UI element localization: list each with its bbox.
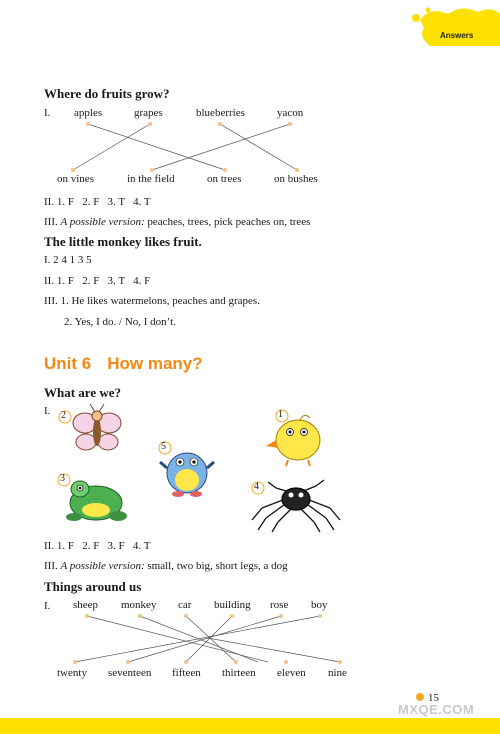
watermark: MXQE.COM [398, 702, 475, 717]
spider-illustration [252, 480, 340, 532]
number-1: 1 [278, 409, 283, 420]
answer-line-I: I. 2 4 1 3 5 [44, 254, 92, 266]
number-3: 3 [60, 473, 65, 484]
word-seventeen: seventeen [108, 667, 152, 679]
section-title-fruits: Where do fruits grow? [44, 86, 170, 101]
number-2: 2 [61, 410, 66, 421]
page-number: 15 [428, 692, 439, 704]
word-twenty: twenty [57, 667, 87, 679]
answer-line-III [44, 216, 310, 228]
number-4: 4 [254, 481, 259, 492]
word-in-the-field: in the field [127, 173, 175, 185]
word-sheep: sheep [73, 599, 99, 611]
word-nine: nine [328, 667, 347, 679]
matching-lines-things [75, 616, 340, 662]
answer-line-II: II. 1. F 2. F 3. T 4. F [44, 275, 151, 287]
number-5: 5 [161, 441, 166, 452]
word-building: building [214, 599, 251, 611]
unit-name: How many? [107, 354, 203, 373]
label-I: I. [44, 107, 51, 119]
word-on-trees: on trees [207, 173, 242, 185]
page-dot [416, 693, 424, 701]
answer-line-III-2: 2. Yes, I do. / No, I don’t. [64, 316, 176, 328]
answer-text: small, two big, short legs, a dog [144, 560, 288, 572]
label-I: I. [44, 405, 51, 417]
word-blueberries: blueberries [196, 107, 245, 119]
frog-illustration [66, 481, 127, 521]
word-thirteen: thirteen [222, 667, 256, 679]
word-fifteen: fifteen [172, 667, 201, 679]
unit-number: Unit 6 [44, 354, 92, 373]
match-dots-things [73, 614, 342, 664]
word-monkey: monkey [121, 599, 157, 611]
butterfly-illustration [73, 404, 121, 450]
word-rose: rose [270, 599, 289, 611]
word-on-vines: on vines [57, 173, 94, 185]
answer-line-II: II. 1. F 2. F 3. F 4. T [44, 540, 151, 552]
section-title-monkey: The little monkey likes fruit. [44, 234, 202, 249]
prefix: III. [44, 216, 61, 228]
word-on-bushes: on bushes [274, 173, 318, 185]
answer-line-III [44, 560, 288, 572]
word-eleven: eleven [277, 667, 306, 679]
italic-note: A possible version: [60, 560, 145, 572]
matching-lines-fruits [73, 124, 297, 170]
answer-text: peaches, trees, pick peaches on, trees [144, 216, 311, 228]
chick-illustration [266, 415, 320, 466]
section-title-things: Things around us [44, 579, 142, 594]
word-apples: apples [74, 107, 103, 119]
answer-line-II: II. 1. F 2. F 3. T 4. T [44, 196, 151, 208]
word-grapes: grapes [134, 107, 163, 119]
italic-note: A possible version: [60, 216, 145, 228]
prefix: III. [44, 560, 61, 572]
footer-bar [0, 718, 500, 734]
answer-line-III-1: III. 1. He likes watermelons, peaches and grapes. [44, 295, 260, 307]
header-banner [412, 8, 500, 47]
unit-title [44, 354, 219, 374]
label-I: I. [44, 600, 51, 612]
word-boy: boy [311, 599, 328, 611]
word-car: car [178, 599, 192, 611]
word-yacon: yacon [277, 107, 304, 119]
monster-illustration [160, 453, 214, 497]
answers-tag: Answers [440, 31, 474, 40]
section-title-what-are-we: What are we? [44, 385, 122, 400]
